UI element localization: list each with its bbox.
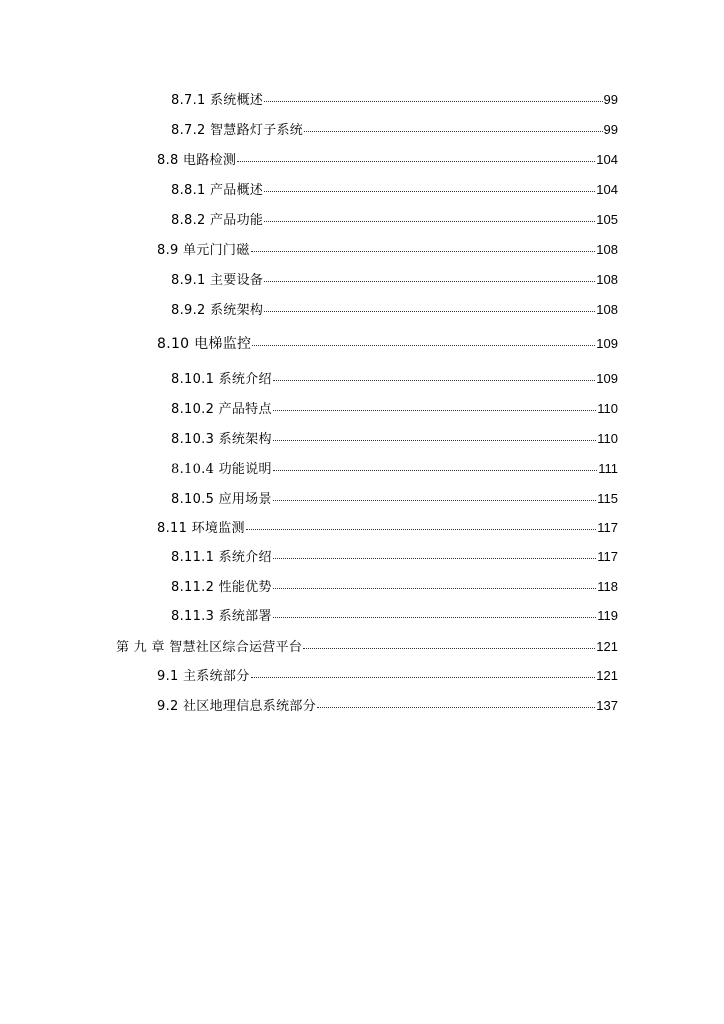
toc-entry-page: 105 [596,212,618,227]
toc-entry-page: 111 [598,461,618,476]
toc-entry-page: 108 [596,302,618,317]
toc-entry-label: 8.11.1 系统介绍 [171,550,272,565]
toc-entry-page: 117 [597,549,618,564]
toc-entry-8-7-1[interactable] [171,90,618,110]
toc-entry-8-11-2[interactable] [171,577,618,597]
toc-entry-page: 117 [597,520,618,535]
toc-entry-label: 8.9.2 系统架构 [171,303,264,318]
toc-entry-page: 104 [596,152,618,167]
toc-entry-label: 8.10.5 应用场景 [171,492,272,507]
toc-entry-label: 8.10.2 产品特点 [171,402,272,417]
toc-entry-label: 8.8 电路检测 [157,153,237,168]
toc-entry-page: 121 [596,639,618,654]
dot-leader [303,648,595,649]
toc-entry-label: 8.10.1 系统介绍 [171,372,272,387]
dot-leader [273,558,596,559]
toc-entry-label: 8.8.1 产品概述 [171,183,264,198]
dot-leader [246,529,596,530]
dot-leader [273,470,597,471]
toc-entry-8-10-3[interactable] [171,429,618,449]
toc-entry-page: 118 [597,579,618,594]
toc-entry-page: 115 [597,491,618,506]
toc-entry-label: 8.7.1 系统概述 [171,93,264,108]
toc-entry-page: 110 [597,401,618,416]
toc-entry-page: 99 [603,122,618,137]
toc-entry-8-10-4[interactable] [171,459,618,479]
toc-entry-label: 8.10.3 系统架构 [171,432,272,447]
toc-entry-8-11-1[interactable] [171,547,618,567]
toc-entry-page: 137 [596,698,618,713]
toc-entry-8-11[interactable] [157,518,618,538]
toc-entry-page: 121 [596,668,618,683]
dot-leader [304,131,602,132]
toc-entry-9-1[interactable] [157,666,618,686]
dot-leader [264,221,595,222]
dot-leader [273,380,596,381]
toc-entry-8-9-2[interactable] [171,300,618,320]
toc-entry-label: 9.2 社区地理信息系统部分 [157,699,317,714]
toc-entry-9-2[interactable] [157,696,618,716]
dot-leader [251,677,596,678]
dot-leader [264,101,602,102]
toc-entry-label: 8.11.3 系统部署 [171,609,272,624]
toc-entry-page: 108 [596,272,618,287]
toc-entry-label: 8.7.2 智慧路灯子系统 [171,123,304,138]
dot-leader [237,161,595,162]
toc-entry-8-8[interactable] [157,150,618,170]
dot-leader [251,251,596,252]
toc-entry-label: 8.11.2 性能优势 [171,580,272,595]
toc-entry-8-8-1[interactable] [171,180,618,200]
toc-entry-page: 110 [597,431,618,446]
toc-entry-page: 104 [596,182,618,197]
toc-entry-label: 8.8.2 产品功能 [171,213,264,228]
toc-entry-label: 第 九 章 智慧社区综合运营平台 [116,640,303,655]
toc-entry-label: 8.9.1 主要设备 [171,273,264,288]
toc-entry-page: 119 [597,608,618,623]
toc-entry-8-8-2[interactable] [171,210,618,230]
toc-entry-8-10[interactable] [157,334,618,354]
toc-entry-8-9[interactable] [157,240,618,260]
toc-entry-8-10-1[interactable] [171,369,618,389]
dot-leader [273,617,596,618]
toc-entry-label: 8.10 电梯监控 [157,336,252,352]
toc-entry-page: 109 [596,336,618,351]
toc-entry-page: 99 [603,92,618,107]
dot-leader [317,707,595,708]
dot-leader [264,191,595,192]
toc-entry-page: 108 [596,242,618,257]
dot-leader [273,588,596,589]
toc-entry-8-9-1[interactable] [171,270,618,290]
dot-leader [273,500,596,501]
dot-leader [264,311,595,312]
dot-leader [264,281,595,282]
toc-entry-label: 9.1 主系统部分 [157,669,250,684]
dot-leader [252,345,595,346]
dot-leader [273,440,596,441]
toc-entry-label: 8.11 环境监测 [157,521,245,536]
toc-entry-8-10-2[interactable] [171,399,618,419]
toc-entry-8-10-5[interactable] [171,489,618,509]
toc-entry-page: 109 [596,371,618,386]
toc-entry-8-7-2[interactable] [171,120,618,140]
toc-entry-label: 8.9 单元门门磁 [157,243,250,258]
dot-leader [273,410,596,411]
toc-entry-chapter-9[interactable] [116,637,618,657]
toc-entry-label: 8.10.4 功能说明 [171,462,272,477]
toc-entry-8-11-3[interactable] [171,606,618,626]
